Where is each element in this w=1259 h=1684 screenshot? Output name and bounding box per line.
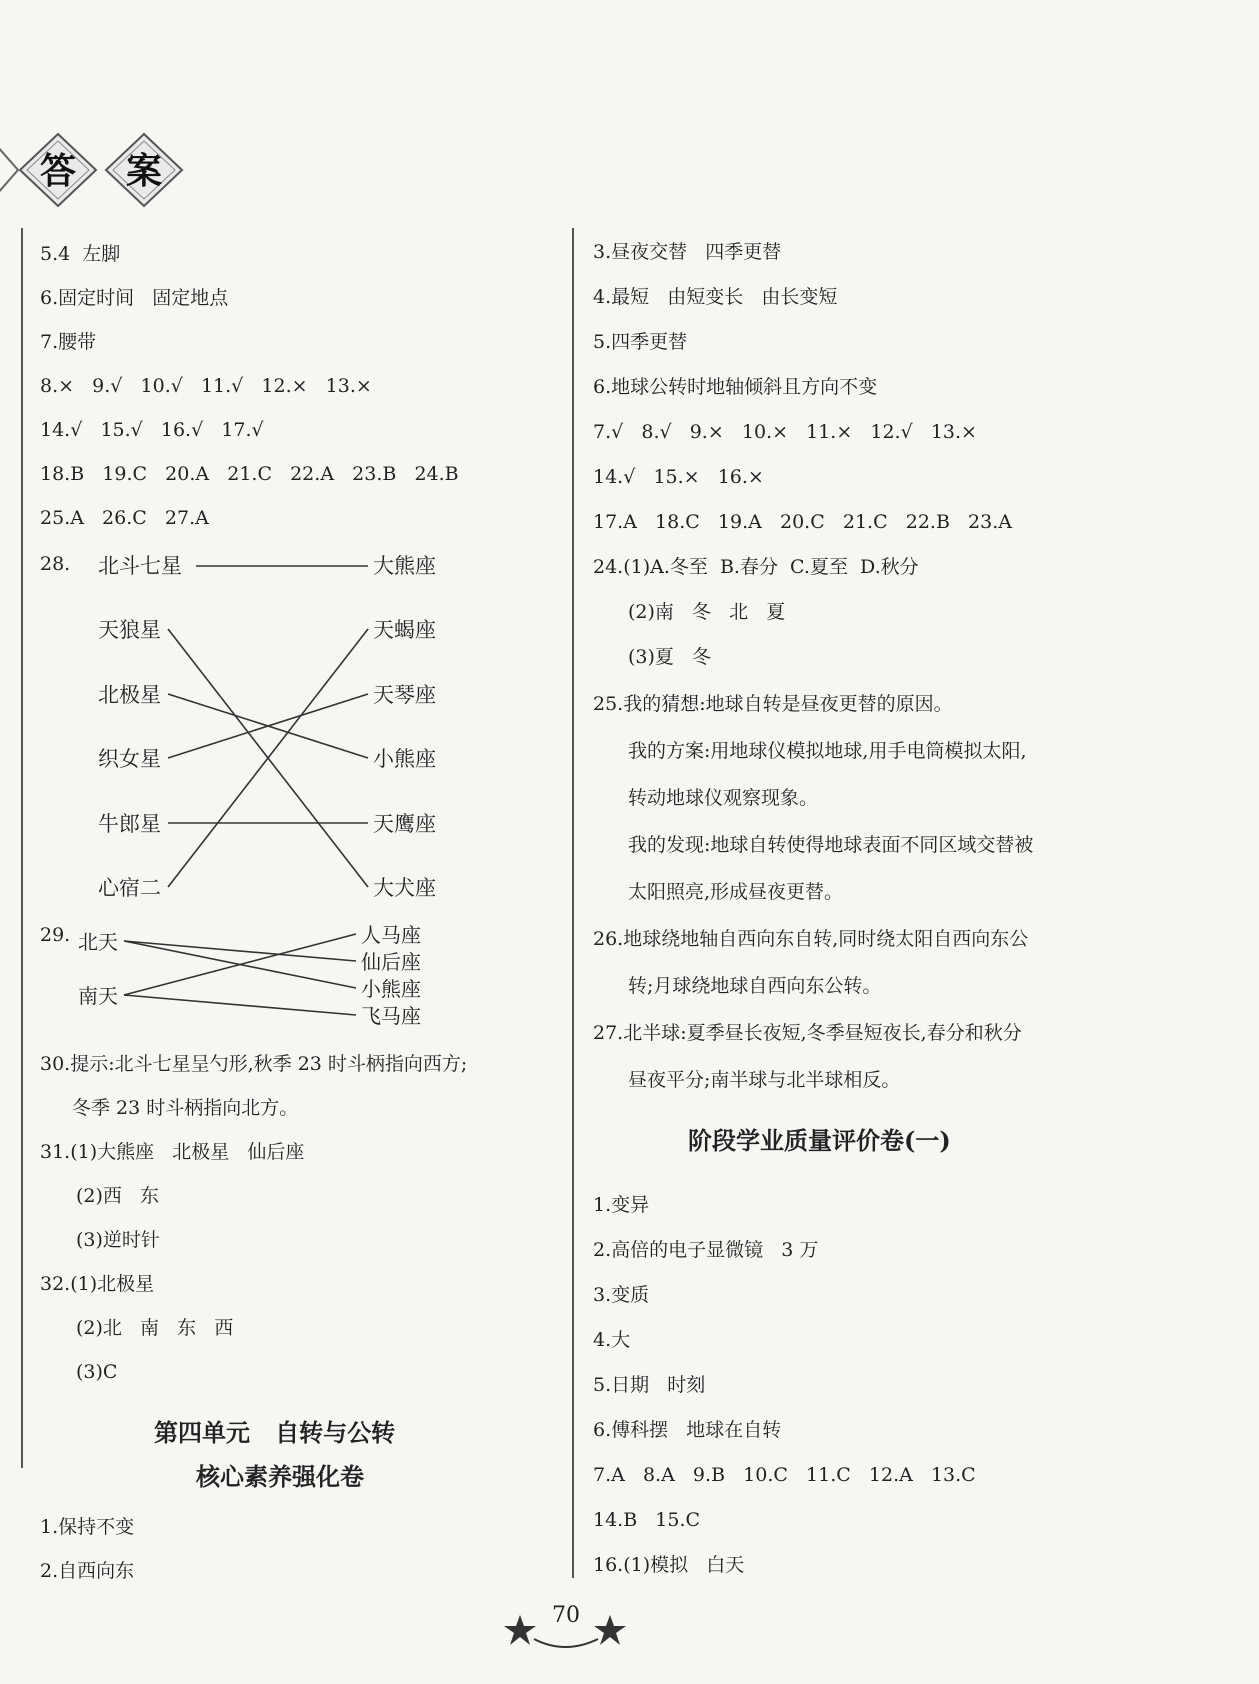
constellation-label: 天琴座 bbox=[373, 683, 436, 707]
answer-line: 6.固定时间 固定地点 bbox=[40, 287, 229, 309]
answer-line: (2)北 南 东 西 bbox=[76, 1317, 234, 1339]
match-line bbox=[124, 941, 356, 961]
answer-line: 2.高倍的电子显微镜 3 万 bbox=[593, 1239, 819, 1261]
answer-line: 7.腰带 bbox=[40, 331, 97, 353]
answer-line: 我的方案:用地球仪模拟地球,用手电筒模拟太阳, bbox=[628, 740, 1027, 762]
star-label: 天狼星 bbox=[98, 618, 161, 642]
answer-line: 14.√ 15.√ 16.√ 17.√ bbox=[40, 419, 264, 441]
constellation-label: 大犬座 bbox=[373, 876, 436, 900]
answer-line: 4.最短 由短变长 由长变短 bbox=[593, 286, 838, 308]
constellation-label: 大熊座 bbox=[373, 554, 436, 578]
answer-line: 25.我的猜想:地球自转是昼夜更替的原因。 bbox=[593, 693, 953, 715]
answer-line: (2)西 东 bbox=[76, 1185, 160, 1207]
hemisphere-label: 南天 bbox=[78, 984, 118, 1008]
answer-line: 转动地球仪观察现象。 bbox=[628, 787, 819, 809]
answer-line: 25.A 26.C 27.A bbox=[40, 507, 209, 529]
answer-line: 昼夜平分;南半球与北半球相反。 bbox=[628, 1069, 901, 1091]
answer-line: 8.× 9.√ 10.√ 11.√ 12.× 13.× bbox=[40, 375, 372, 397]
star-icon bbox=[594, 1615, 626, 1645]
answer-line: 27.北半球:夏季昼长夜短,冬季昼短夜长,春分和秋分 bbox=[593, 1022, 1022, 1044]
answer-line: 6.傅科摆 地球在自转 bbox=[593, 1419, 782, 1441]
match-line bbox=[124, 941, 356, 988]
answer-line: 17.A 18.C 19.A 20.C 21.C 22.B 23.A bbox=[593, 511, 1012, 533]
answer-line: 7.A 8.A 9.B 10.C 11.C 12.A 13.C bbox=[593, 1464, 976, 1486]
answer-line: 7.√ 8.√ 9.× 10.× 11.× 12.√ 13.× bbox=[593, 421, 977, 443]
answer-line: 18.B 19.C 20.A 21.C 22.A 23.B 24.B bbox=[40, 463, 459, 485]
match-line bbox=[168, 694, 368, 758]
answer-line: 3.变质 bbox=[593, 1284, 650, 1306]
match-line bbox=[168, 629, 368, 887]
question-number-28: 28. bbox=[40, 553, 71, 575]
answer-line: 5.日期 时刻 bbox=[593, 1374, 706, 1396]
section-heading: 阶段学业质量评价卷(一) bbox=[688, 1126, 951, 1155]
constellation-label: 人马座 bbox=[361, 923, 421, 947]
answer-line: 4.大 bbox=[593, 1329, 631, 1351]
constellation-label: 小熊座 bbox=[361, 977, 421, 1001]
answer-line: 5.4 左脚 bbox=[40, 243, 121, 265]
answer-line: 26.地球绕地轴自西向东自转,同时绕太阳自西向东公 bbox=[593, 928, 1029, 950]
answer-line: 我的发现:地球自转使得地球表面不同区域交替被 bbox=[628, 834, 1034, 856]
answer-line: 转;月球绕地球自西向东公转。 bbox=[628, 975, 882, 997]
answer-line: 3.昼夜交替 四季更替 bbox=[593, 241, 782, 263]
constellation-label: 飞马座 bbox=[361, 1004, 421, 1028]
star-icon bbox=[504, 1615, 536, 1645]
section-heading: 第四单元 自转与公转 bbox=[154, 1418, 396, 1447]
middle-column-rule bbox=[572, 228, 574, 1578]
hemisphere-label: 北天 bbox=[78, 930, 118, 954]
header-char-1: 答 bbox=[39, 151, 77, 192]
answer-line: 32.(1)北极星 bbox=[40, 1273, 155, 1295]
answer-line: (3)夏 冬 bbox=[628, 646, 712, 668]
answer-line: 16.(1)模拟 白天 bbox=[593, 1554, 745, 1576]
star-label: 北斗七星 bbox=[98, 554, 182, 578]
answer-line: 2.自西向东 bbox=[40, 1560, 135, 1582]
footer-swoosh bbox=[534, 1639, 598, 1647]
question-number-29: 29. bbox=[40, 924, 71, 946]
answer-line: 14.√ 15.× 16.× bbox=[593, 466, 764, 488]
star-label: 心宿二 bbox=[98, 876, 161, 900]
left-column-rule bbox=[21, 228, 23, 1468]
page-footer bbox=[500, 1595, 660, 1650]
star-label: 织女星 bbox=[98, 747, 161, 771]
answer-line: 31.(1)大熊座 北极星 仙后座 bbox=[40, 1141, 305, 1163]
constellation-label: 仙后座 bbox=[361, 950, 421, 974]
answer-line: (3)C bbox=[76, 1361, 118, 1383]
answer-line: 30.提示:北斗七星呈勺形,秋季 23 时斗柄指向西方; bbox=[40, 1053, 468, 1075]
match-line bbox=[124, 995, 356, 1015]
header-ornament-left bbox=[0, 138, 18, 202]
section-subheading: 核心素养强化卷 bbox=[196, 1462, 364, 1491]
constellation-label: 小熊座 bbox=[373, 747, 436, 771]
answer-line: 太阳照亮,形成昼夜更替。 bbox=[628, 881, 844, 903]
page-number: 70 bbox=[552, 1603, 580, 1628]
answer-line: 24.(1)A.冬至 B.春分 C.夏至 D.秋分 bbox=[593, 556, 919, 578]
constellation-label: 天鹰座 bbox=[373, 812, 436, 836]
answer-line: 1.保持不变 bbox=[40, 1516, 135, 1538]
star-label: 北极星 bbox=[98, 683, 161, 707]
answer-line: 14.B 15.C bbox=[593, 1509, 701, 1531]
answer-header bbox=[0, 130, 220, 210]
answer-line: 5.四季更替 bbox=[593, 331, 688, 353]
match-line bbox=[168, 694, 368, 758]
answer-line: 1.变异 bbox=[593, 1194, 650, 1216]
header-char-2: 案 bbox=[125, 151, 163, 192]
answer-line: 冬季 23 时斗柄指向北方。 bbox=[72, 1097, 299, 1119]
answer-line: (2)南 冬 北 夏 bbox=[628, 601, 786, 623]
answer-line: (3)逆时针 bbox=[76, 1229, 160, 1251]
constellation-label: 天蝎座 bbox=[373, 618, 436, 642]
match-line bbox=[124, 934, 356, 995]
answer-line: 6.地球公转时地轴倾斜且方向不变 bbox=[593, 376, 878, 398]
star-label: 牛郎星 bbox=[98, 812, 161, 836]
match-line bbox=[168, 629, 368, 887]
